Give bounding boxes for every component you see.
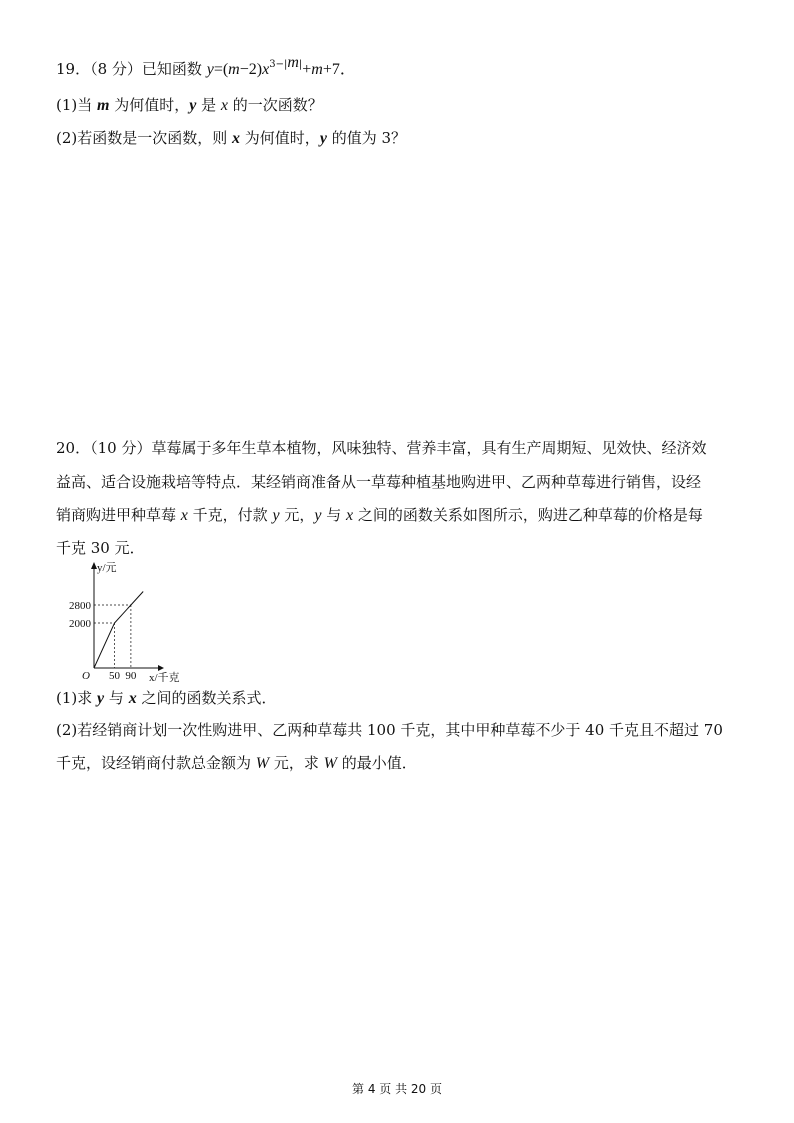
q19-p2-y: y (319, 130, 327, 147)
q19-p2-x: x (232, 130, 241, 147)
q20-p2-c: 的最小值． (336, 754, 417, 772)
q20-l3-b: 千克，付款 (187, 506, 273, 524)
q19-p1-m: m (97, 97, 110, 114)
q19-p1-y: y (189, 97, 197, 114)
x-axis-arrow (158, 665, 164, 671)
q20-l3-e: 之间的函数关系如图所示，购进乙种草莓的价格是每 (353, 506, 703, 524)
q19-formula-eq: =( (213, 61, 229, 78)
q20-p1-x: x (128, 690, 137, 707)
q20-p1-b: 与 (104, 689, 129, 707)
q20-p1-a: (1)求 (56, 689, 98, 707)
q19-formula-exponent (269, 54, 303, 71)
q20-text1: 草莓属于多年生草本植物，风味独特、营养丰富，具有生产周期短、见效快、经济效 (151, 439, 707, 457)
q19-p1-d: 的一次函数？ (228, 96, 323, 114)
q20-part1 (56, 688, 276, 709)
origin-label: O (82, 670, 90, 682)
q19-formula-m: m (228, 61, 240, 78)
y-axis-label: y/元 (97, 562, 117, 574)
x-tick-label: 90 (125, 670, 137, 682)
q19-title (56, 54, 356, 80)
q19-formula-y: y (206, 61, 214, 78)
q20-line1 (56, 438, 706, 458)
q19-formula-tail: +7． (322, 61, 356, 78)
q20-p2-a: 千克，设经销商付款总金额为 (56, 754, 256, 772)
page-footer: 第 4 页 共 20 页 (352, 1082, 442, 1096)
q20-part2-line1 (56, 720, 723, 740)
q19-exp-pre: 3−| (269, 59, 288, 70)
tick-labels (69, 600, 137, 682)
q19-intro: 已知函数 (141, 60, 202, 78)
x-tick-label: 50 (109, 670, 120, 682)
q19-part1 (56, 95, 323, 116)
q20-l3-y: y (272, 507, 280, 524)
x-axis-label: x/千克 (149, 672, 180, 682)
q19-p1-a: (1)当 (56, 96, 98, 114)
q20-line4 (56, 538, 145, 558)
q20-l3-c: 元， (279, 506, 315, 524)
q19-p1-b: 为何值时， (109, 96, 190, 114)
q20-p2-W2: W (323, 755, 337, 772)
q20-number: 20． (56, 439, 91, 457)
q19-formula-plus: + (302, 61, 312, 78)
q20-score: （10 分） (90, 439, 152, 457)
q19-formula-x: x (262, 61, 270, 78)
q20-l3-y2: y (314, 507, 322, 524)
q19-p2-c: 的值为 3？ (326, 129, 407, 147)
q20-p1-y: y (97, 690, 105, 707)
q20-l3-a: 销商购进甲种草莓 (56, 506, 181, 524)
y-tick-label: 2800 (69, 600, 91, 612)
q19-p1-x: x (220, 97, 229, 114)
dashed-guides (94, 605, 131, 668)
series-line (94, 592, 143, 669)
q19-score: （8 分） (90, 60, 142, 78)
q19-p2-b: 为何值时， (240, 129, 320, 147)
q19-exp-post: | (298, 59, 303, 70)
q20-p1-c: 之间的函数关系式． (136, 689, 277, 707)
q20-line2 (56, 472, 701, 492)
q20-l3-x: x (180, 507, 188, 524)
q20-text4: 千克 30 元． (56, 539, 145, 557)
q20-p2-W: W (255, 755, 270, 772)
y-tick-label: 2000 (69, 618, 91, 630)
q19-number: 19． (56, 60, 91, 78)
q20-part2-line2 (56, 753, 417, 774)
q19-part2 (56, 128, 406, 149)
q19-exp-m: m (287, 54, 299, 71)
q20-line3 (56, 505, 703, 526)
q19-p2-a: (2)若函数是一次函数，则 (56, 129, 233, 147)
q19-formula-minus2: −2) (239, 61, 263, 78)
q19-formula-m2: m (311, 61, 323, 78)
q20-l3-d: 与 (321, 506, 346, 524)
q20-l3-x2: x (345, 507, 354, 524)
function-graph (54, 560, 194, 682)
q20-p2-b: 元，求 (269, 754, 324, 772)
q20-p2-text1: (2)若经销商计划一次性购进甲、乙两种草莓共 100 千克，其中甲种草莓不少于 40 千克且不超过 70 (56, 721, 723, 739)
q19-p1-c: 是 (196, 96, 221, 114)
q20-text2: 益高、适合设施栽培等特点．某经销商准备从一草莓种植基地购进甲、乙两种草莓进行销售，设经 (56, 473, 702, 491)
